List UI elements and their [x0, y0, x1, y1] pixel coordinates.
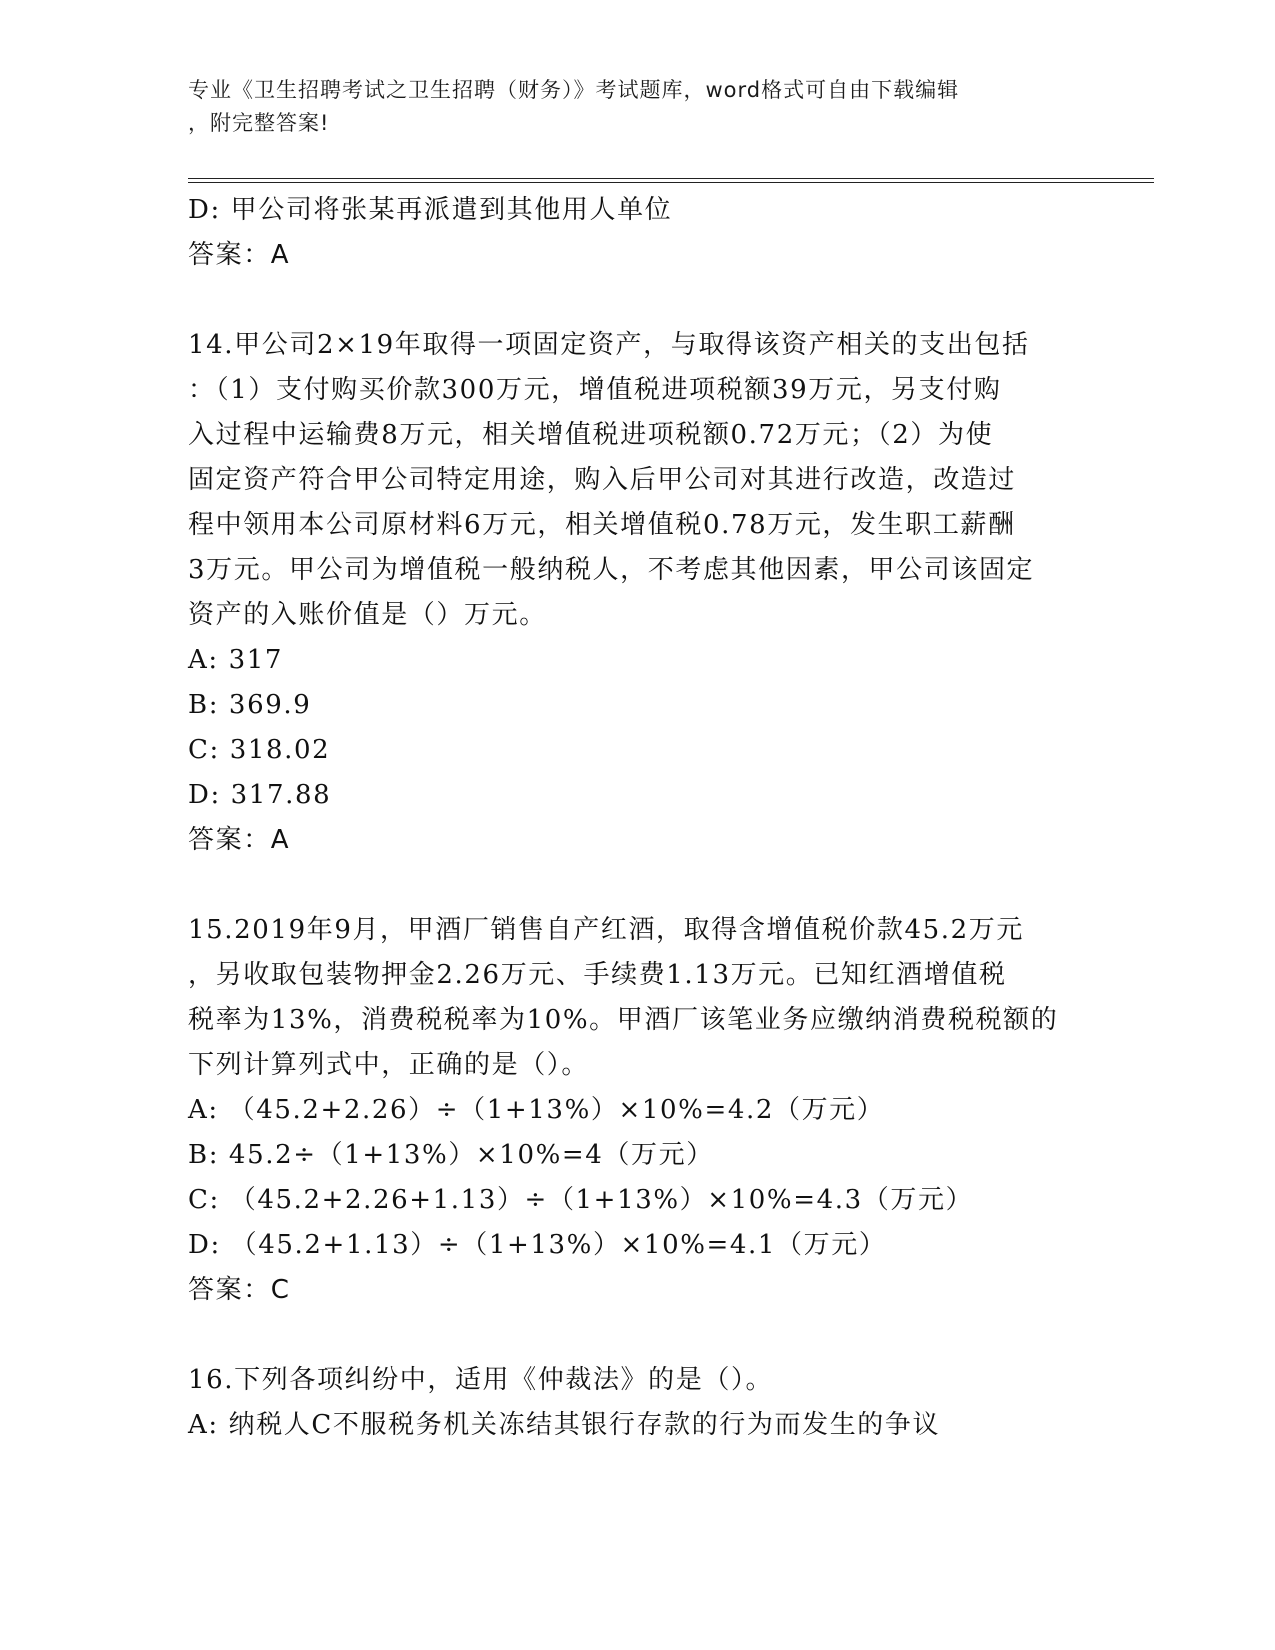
q15-stem-line: 下列计算列式中，正确的是（）。 [188, 1050, 590, 1080]
q14-stem-line: 入过程中运输费8万元，相关增值税进项税额0.72万元；（2）为使 [188, 420, 994, 450]
q14-option-a: A: 317 [188, 645, 284, 675]
q15-stem-line: ，另收取包装物押金2.26万元、手续费1.13万元。已知红酒增值税 [188, 960, 1007, 990]
q15-answer: 答案：C [188, 1275, 291, 1305]
q15-stem-line: 税率为13%，消费税税率为10%。甲酒厂该笔业务应缴纳消费税税额的 [188, 1005, 1059, 1035]
q15-stem-line: 15.2019年9月，甲酒厂销售自产红酒，取得含增值税价款45.2万元 [188, 915, 1024, 945]
q16-stem-line: 16.下列各项纠纷中，适用《仲裁法》的是（）。 [188, 1365, 774, 1395]
header-line-1: 专业《卫生招聘考试之卫生招聘（财务）》考试题库，word格式可自由下载编辑 [188, 78, 960, 102]
q14-stem-line: 固定资产符合甲公司特定用途，购入后甲公司对其进行改造，改造过 [188, 465, 1017, 495]
q15-option-c: C: （45.2+2.26+1.13）÷（1+13%）×10%=4.3（万元） [188, 1185, 974, 1215]
header-divider [188, 178, 1154, 183]
question-16 [188, 1358, 1088, 1448]
q14-stem-line: 程中领用本公司原材料6万元，相关增值税0.78万元，发生职工薪酬 [188, 510, 1016, 540]
q14-stem-line: 14.甲公司2×19年取得一项固定资产，与取得该资产相关的支出包括 [188, 330, 1030, 360]
prev-question-option-d: D: 甲公司将张某再派遣到其他用人单位 [188, 195, 673, 225]
page-header [188, 74, 1088, 140]
document-body [188, 188, 1088, 1448]
q14-stem-line: ：（1）支付购买价款300万元，增值税进项税额39万元，另支付购 [188, 375, 1002, 405]
q14-option-d: D: 317.88 [188, 780, 332, 810]
q15-option-b: B: 45.2÷（1+13%）×10%=4（万元） [188, 1140, 714, 1170]
question-15 [188, 908, 1088, 1313]
question-14 [188, 323, 1088, 863]
prev-question-answer: 答案：A [188, 240, 291, 270]
q14-option-c: C: 318.02 [188, 735, 331, 765]
q16-option-a: A: 纳税人C不服税务机关冻结其银行存款的行为而发生的争议 [188, 1410, 941, 1440]
q14-answer: 答案：A [188, 825, 291, 855]
q15-option-a: A: （45.2+2.26）÷（1+13%）×10%=4.2（万元） [188, 1095, 885, 1125]
q14-option-b: B: 369.9 [188, 690, 312, 720]
header-line-2: ，附完整答案! [188, 111, 330, 135]
q14-stem-line: 3万元。甲公司为增值税一般纳税人，不考虑其他因素，甲公司该固定 [188, 555, 1035, 585]
q14-stem-line: 资产的入账价值是（）万元。 [188, 600, 547, 630]
q15-option-d: D: （45.2+1.13）÷（1+13%）×10%=4.1（万元） [188, 1230, 887, 1260]
